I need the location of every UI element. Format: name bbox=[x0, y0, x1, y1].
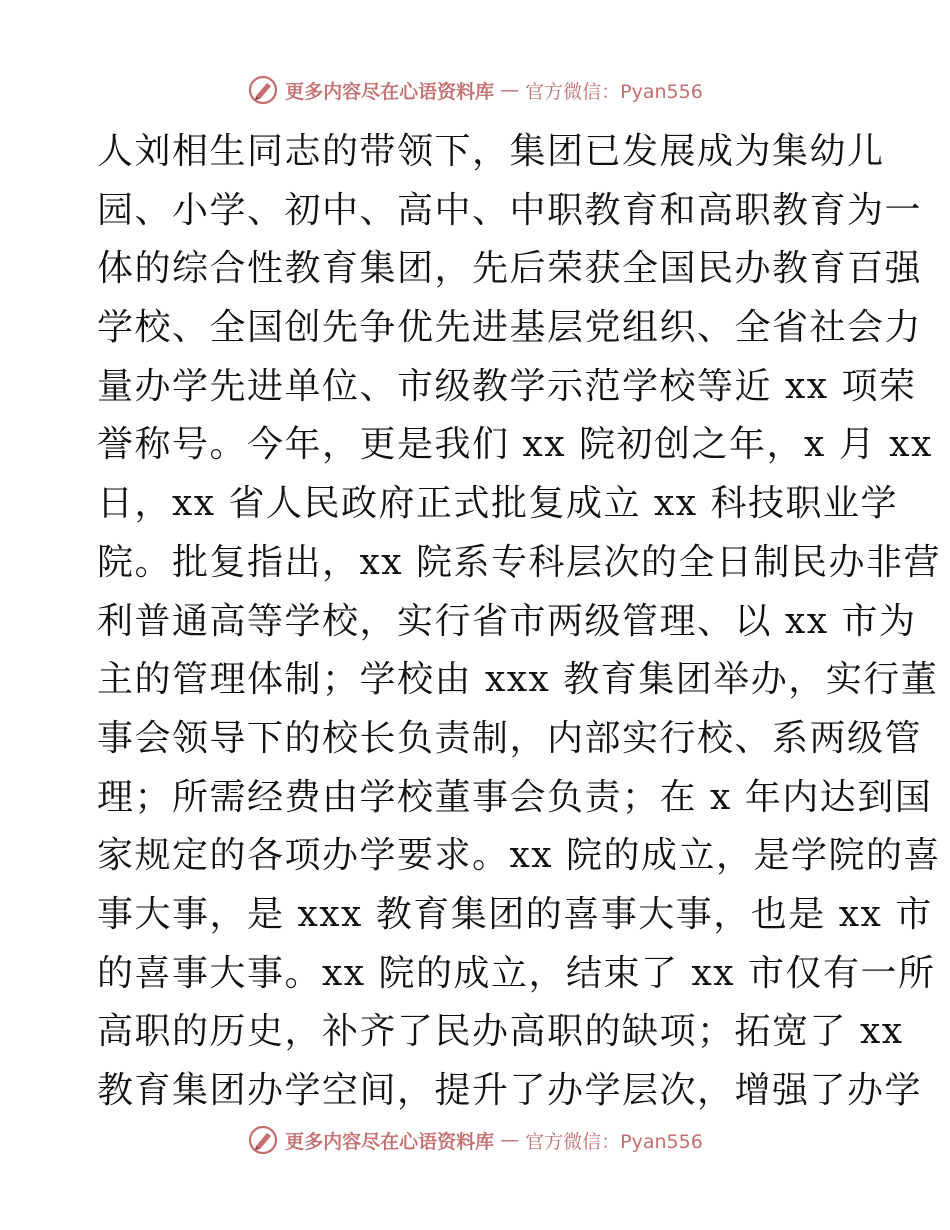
watermark-text: 更多内容尽在心语资料库 bbox=[285, 1130, 495, 1153]
text-line: 誉称号。今年，更是我们 xx 院初创之年，x 月 xx bbox=[97, 424, 933, 466]
footer-watermark bbox=[0, 1120, 950, 1160]
text-line: 高职的历史，补齐了民办高职的缺项；拓宽了 xx bbox=[97, 1011, 904, 1053]
text-line: 主的管理体制；学校由 xxx 教育集团举办，实行董 bbox=[97, 659, 939, 701]
pen-logo-icon bbox=[247, 74, 279, 106]
watermark-dash: — bbox=[500, 79, 520, 101]
watermark-dash: — bbox=[500, 1129, 520, 1151]
text-line: 理；所需经费由学校董事会负责；在 x 年内达到国 bbox=[97, 776, 933, 818]
header-watermark bbox=[0, 70, 950, 110]
text-line: 学校、全国创先争优先进基层党组织、全省社会力 bbox=[97, 307, 923, 349]
text-line: 利普通高等学校，实行省市两级管理、以 xx 市为 bbox=[97, 600, 917, 642]
text-line: 日，xx 省人民政府正式批复成立 xx 科技职业学 bbox=[97, 483, 899, 525]
text-line: 园、小学、初中、高中、中职教育和高职教育为一 bbox=[97, 189, 923, 231]
text-line: 院。批复指出，xx 院系专科层次的全日制民办非营 bbox=[97, 541, 942, 583]
text-line: 人刘相生同志的带领下，集团已发展成为集幼儿 bbox=[97, 131, 885, 172]
watermark-contact: 官方微信：Pyan556 bbox=[525, 80, 703, 103]
body-text bbox=[97, 123, 942, 1121]
watermark-contact: 官方微信：Pyan556 bbox=[525, 1130, 703, 1153]
text-line: 教育集团办学空间，提升了办学层次，增强了办学 bbox=[97, 1070, 923, 1111]
text-line: 事会领导下的校长负责制，内部实行校、系两级管 bbox=[97, 717, 923, 759]
pen-logo-icon bbox=[247, 1124, 279, 1156]
text-line: 家规定的各项办学要求。xx 院的成立，是学院的喜 bbox=[97, 835, 942, 877]
watermark-text: 更多内容尽在心语资料库 bbox=[285, 80, 495, 103]
text-line: 事大事，是 xxx 教育集团的喜事大事，也是 xx 市 bbox=[97, 893, 933, 935]
text-line: 体的综合性教育集团，先后荣获全国民办教育百强 bbox=[97, 248, 923, 290]
text-line: 的喜事大事。xx 院的成立，结束了 xx 市仅有一所 bbox=[97, 952, 936, 994]
text-line: 量办学先进单位、市级教学示范学校等近 xx 项荣 bbox=[97, 365, 917, 407]
